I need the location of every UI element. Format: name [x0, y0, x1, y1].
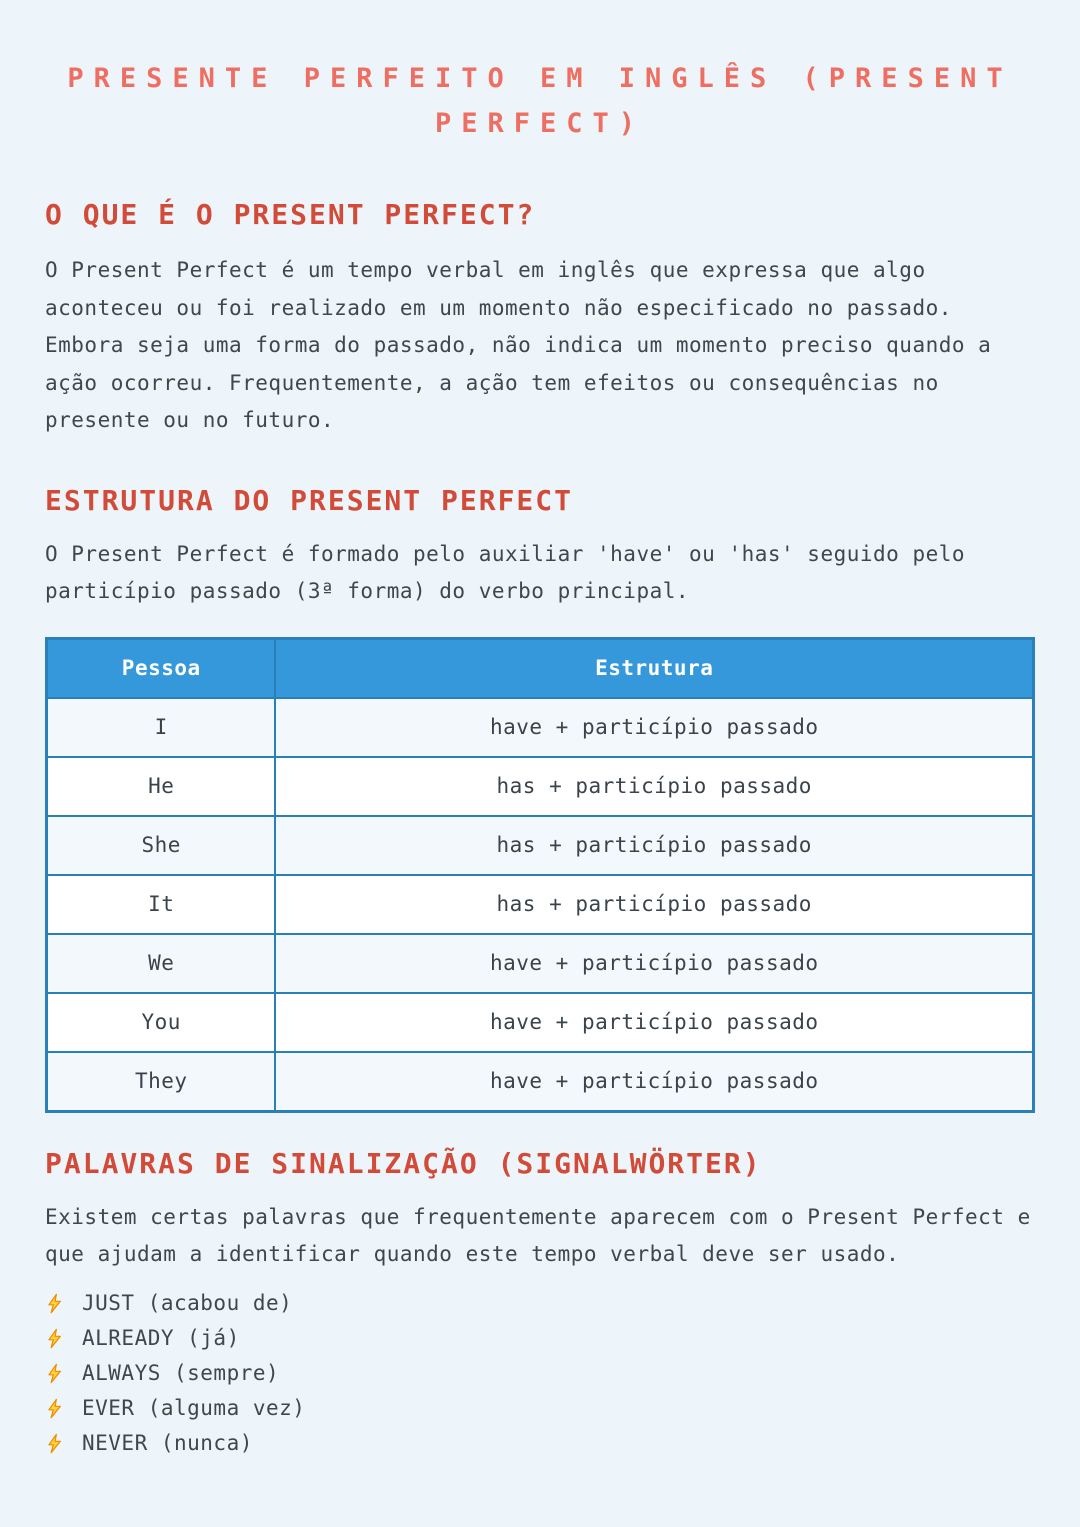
structure-cell: has + particípio passado: [275, 875, 1033, 934]
signal-word-item: [45, 1356, 1035, 1391]
signal-word-item: [45, 1426, 1035, 1461]
person-column-header: Pessoa: [47, 638, 276, 698]
signal-word-label: NEVER (nunca): [82, 1431, 253, 1455]
table-row: [47, 1052, 1034, 1112]
signal-words-heading: PALAVRAS DE SINALIZAÇÃO (SIGNALWÖRTER): [45, 1146, 762, 1180]
lightning-bolt-icon: [45, 1291, 66, 1316]
person-cell: She: [47, 816, 276, 875]
signal-word-label: ALWAYS (sempre): [82, 1361, 280, 1385]
structure-cell: have + particípio passado: [275, 993, 1033, 1052]
table-row: [47, 816, 1034, 875]
lightning-bolt-icon: [45, 1326, 66, 1351]
lightning-bolt-icon: [45, 1396, 66, 1421]
table-header-row: [47, 638, 1034, 698]
person-cell: It: [47, 875, 276, 934]
lightning-bolt-icon: [45, 1431, 66, 1456]
person-cell: We: [47, 934, 276, 993]
table-row: [47, 698, 1034, 757]
signal-words-paragraph: Existem certas palavras que frequentemente aparecem com o Present Perfect e que ajudam a identificar quando este tempo verbal deve ser usado.: [45, 1204, 1031, 1266]
page-title: PRESENTE PERFEITO EM INGLÊS (PRESENT PERFECT): [67, 63, 1013, 139]
signal-word-item: [45, 1286, 1035, 1321]
what-is-paragraph: O Present Perfect é um tempo verbal em inglês que expressa que algo aconteceu ou foi realizado em um momento não especificado no passado. Embora seja uma forma do passado, não indica um momento preciso quando a ação ocorreu. Frequentemente, a ação tem efeitos ou consequências no presente ou no futuro.: [45, 258, 992, 432]
structure-cell: have + particípio passado: [275, 1052, 1033, 1112]
signal-word-item: [45, 1321, 1035, 1356]
table-row: [47, 875, 1034, 934]
what-is-heading: O QUE É O PRESENT PERFECT?: [45, 198, 536, 231]
structure-heading: ESTRUTURA DO PRESENT PERFECT: [45, 483, 574, 517]
lightning-bolt-icon: [45, 1361, 66, 1386]
structure-paragraph: O Present Perfect é formado pelo auxiliar 'have' ou 'has' seguido pelo particípio passado (3ª forma) do verbo principal.: [45, 541, 966, 603]
structure-table: [45, 637, 1035, 1113]
person-cell: I: [47, 698, 276, 757]
signal-word-label: EVER (alguma vez): [82, 1396, 306, 1420]
person-cell: He: [47, 757, 276, 816]
structure-cell: have + particípio passado: [275, 698, 1033, 757]
structure-column-header: Estrutura: [275, 638, 1033, 698]
signal-word-label: JUST (acabou de): [82, 1291, 293, 1315]
table-row: [47, 934, 1034, 993]
person-cell: You: [47, 993, 276, 1052]
table-row: [47, 757, 1034, 816]
signal-words-list: [45, 1286, 1035, 1461]
table-row: [47, 993, 1034, 1052]
person-cell: They: [47, 1052, 276, 1112]
structure-cell: has + particípio passado: [275, 757, 1033, 816]
signal-word-label: ALREADY (já): [82, 1326, 240, 1350]
signal-word-item: [45, 1391, 1035, 1426]
structure-cell: has + particípio passado: [275, 816, 1033, 875]
structure-cell: have + particípio passado: [275, 934, 1033, 993]
